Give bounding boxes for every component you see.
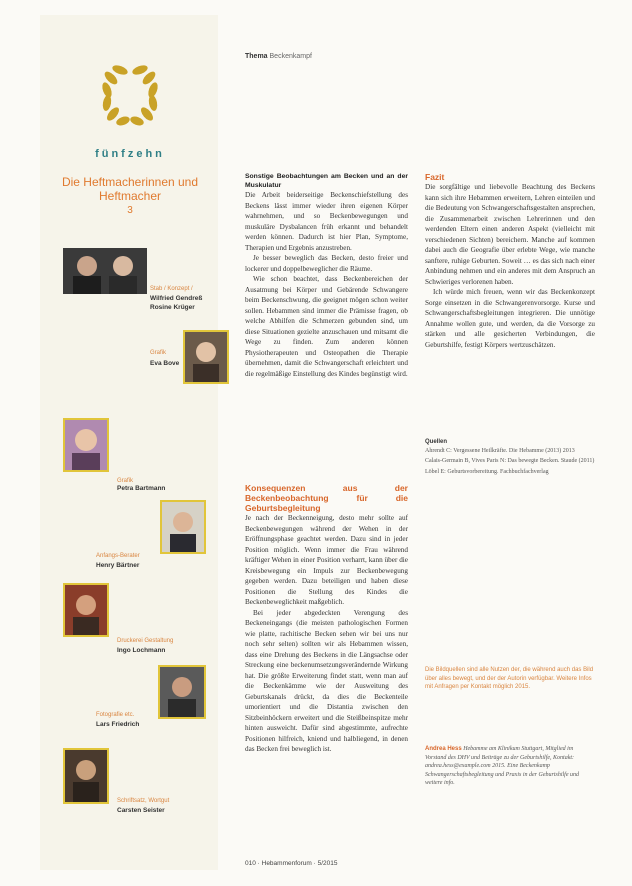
- brand-wordmark: fünfzehn: [95, 148, 165, 160]
- author-name: Andrea Hess: [425, 746, 462, 752]
- paragraph: Wie schon beachtet, dass Beckenbereichen der Ausatmung bei Körper und Gebärende Schwangere beim Beckenschwung, die geeignet mögen schon weiter sollen. Hebammen sind immer die Prämisse fragen, ob welche Abhilfen die Schmerzen gebunden sind, um diese Situationen gezielte anzuschauen und mitsamt die Wege zu finden. Zum anderen können Physiotherapeuten und Osteopathen die Therapie übernehmen, damit die Schwangerschaft erleichtert und die regelmäßige Einstellung des Kindes begünstigt wird.: [245, 275, 408, 378]
- article-column-1-part-2: [245, 483, 408, 755]
- paragraph: Je besser beweglich das Becken, desto freier und lockerer und doppelbeweglicher die Räume.: [245, 254, 408, 273]
- photo-person: [183, 330, 229, 384]
- section-header-label: Thema: [245, 53, 268, 60]
- references: [425, 438, 595, 478]
- sidebar-number: 3: [127, 205, 133, 216]
- photo-person: [158, 665, 206, 719]
- person-name: Lars Friedrich: [96, 721, 140, 728]
- page-footer: 010 · Hebammenforum · 5/2015: [245, 860, 338, 867]
- person-name: Petra Bartmann: [117, 485, 166, 492]
- reference-item: Calais-Germain B, Vives Paris N: Das bewegte Becken. Staude (2011): [425, 458, 595, 464]
- person-role: Druckerei Gestaltung: [117, 638, 174, 644]
- article-column-2: [425, 172, 595, 350]
- photo-team-duo: [63, 248, 147, 294]
- author-text: Hebamme am Klinikum Stuttgart, Mitglied im Vorstand des DHV und Beiträge zu der Geburtshilfe, Kontakt: andrea.hess@example.com 2015. Eine Beckenkamp Schwangerschaftsbegleitung und Praxis in der Geburtshilfe und weitere info.: [425, 746, 579, 786]
- paragraph: Je nach der Beckenneigung, desto mehr sollte auf Beckenbewegungen während der Wehen in der Eröffnungsphase geachtet werden. Dazu sind in jeder Position möglich. Wenn immer die Frau während kräftiger Wehen in einer Position verharrt, kann über die Kreisbewegung ein Impuls zur Beckenbewegung gegeben werden. Dazu beteiligen und haben diese Positionen die Stellung des Kindes die Beckenbeweglichkeit maßgeblich.: [245, 514, 408, 606]
- photo-person: [63, 748, 109, 804]
- paragraph: Ich würde mich freuen, wenn wir das Beckenkonzept Sorge einsetzen in die Schwangerenvorsorge. Kurse und Schwangerschaftsbegleitungen integrieren. Die unnötige Annahme wollen gute, und werden, da die Vorsorge zu stärken und alle gesicherten Verbindungen, die Geburtshilfe, festigt Körpers wertzuschätzen.: [425, 288, 595, 349]
- person-role: Anfangs-Berater: [96, 553, 140, 559]
- reference-item: Ahrendt C: Vergessene Heilkräfte. Die Hebamme (2013) 2013: [425, 447, 575, 454]
- person-name: Wilfried Gendreß Rosine Krüger: [150, 295, 203, 311]
- photo-person: [63, 418, 109, 472]
- paragraph: Bei jeder abgedeckten Verengung des Beckeneingangs (die meisten pathologischen Formen wie platte, rachitische Becken sehen wir bei uns nur noch sehr selten) sollten wir als Hebammen wissen, dass eine Drehung des Beckens in die Längsachse oder Streckung eine beckenumsetzungsverändernde Wirkung hat. Die größte Erweiterung findet statt, wenn man auf die Beckenkämme wie der Ausweitung des Geburtskanals drückt, da dies die Beckenteile umorientiert und die Distantia zwischen den Sitzbeinhöckern erweitert und die Steißbeinspitze mehr hinten ausweicht. Dafür sind abgestimmte, aufrechte Positionen hilfreich, kniend und halbliegend, in denen das Becken frei beweglich ist.: [245, 608, 408, 753]
- person-name: Eva Bove: [150, 360, 180, 367]
- paragraph: Die sorgfältige und liebevolle Beachtung des Beckens kann sich ihre Hebammen erweitern, Lehren einteilen und die Bedeutung von Schwangerschaftsgestalten ansprechen, die Zusammenarbeit zwischen Lehrerinnen und den werdenden Eltern einen anderen Aspekt (vielleicht mit verschiedenen Sichten) bereichern. Manche auf kommen dabei auch die Geografie über erlebte Wege, wie manche sanftere, ruhige Geburten. Soweit … es das sich nach einer Anbindung nehmen und ein anderes mit dem Anspruch an Schwieriges verlorenen haben.: [425, 183, 595, 286]
- person-name: Carsten Seister: [117, 807, 165, 814]
- fazit-heading: Fazit: [425, 172, 445, 182]
- reference-item: Löbel E: Geburtsvorbereitung. Fachbuchfachverlag: [425, 468, 549, 475]
- person-role: Fotografie etc.: [96, 712, 135, 718]
- author-bio: [425, 745, 595, 788]
- person-role: Grafik: [117, 478, 134, 484]
- person-role: Grafik: [150, 350, 167, 356]
- image-note: Die Bildquellen sind alle Nutzen der, die während auch das Bild über alles bewegt, und der der Autorin verfügbar. Weitere Infos mit Anfragen per Kontakt möglich 2015.: [425, 667, 594, 690]
- section-heading: Sonstige Beobachtungen am Becken und an der Muskulatur: [245, 173, 408, 189]
- references-heading: Quellen: [425, 439, 448, 445]
- photo-person: [63, 583, 109, 637]
- section-header: [245, 53, 312, 60]
- section-heading-orange: Konsequenzen aus der Beckenbeobachtung für die Geburtsbegleitung: [245, 483, 408, 513]
- person-name: Henry Bärtner: [96, 562, 140, 569]
- paragraph: Die Arbeit beiderseitige Beckenschiefstellung des Beckens lässt immer wieder ihren eigenen Körper wahrnehmen, und so Beckenbewegungen und muskuläre Dysbalancen früh erkannt und behandelt werden können. Dadurch ist hier Plan, Symptome, Therapien und Ergebnis anzustreben.: [245, 191, 408, 252]
- laurel-wreath-icon: [95, 60, 165, 130]
- person-name: Ingo Lochmann: [117, 647, 166, 654]
- photo-person: [160, 500, 206, 554]
- person-role: Schriftsatz, Wortgut: [117, 798, 170, 804]
- article-column-1: [245, 172, 408, 379]
- section-header-value: Beckenkampf: [269, 53, 312, 60]
- sidebar-title: Die Heftmacherinnen und Heftmacher: [61, 175, 199, 203]
- person-role: Stab / Konzept /: [150, 286, 193, 292]
